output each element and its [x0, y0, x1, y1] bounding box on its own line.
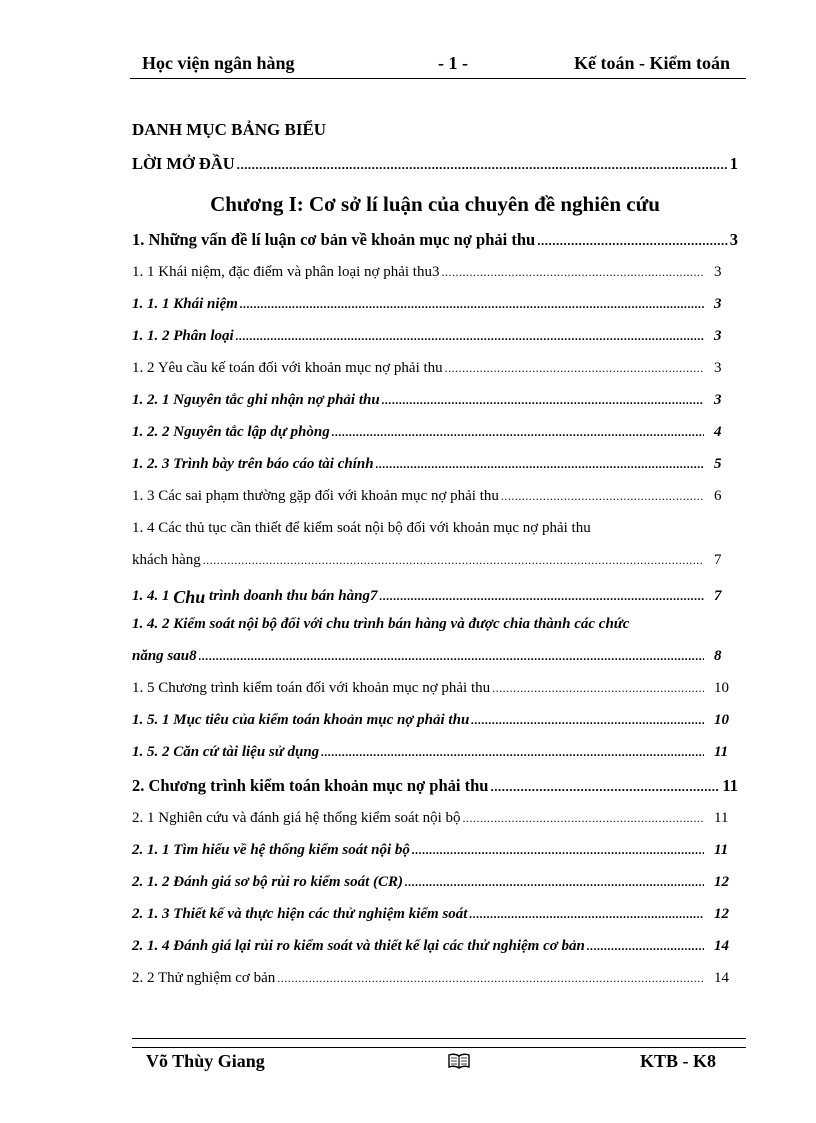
toc-leader-dots	[277, 971, 704, 986]
toc-leader-dots	[405, 875, 704, 890]
toc-leader-dots	[492, 681, 704, 696]
toc-entry-page: 3	[714, 296, 722, 312]
toc-entry[interactable]	[132, 810, 738, 827]
toc-entry[interactable]	[132, 938, 738, 955]
toc-entry-page: 3	[714, 328, 722, 344]
toc-leader-dots	[471, 713, 704, 728]
toc-entry-page: 4	[714, 424, 722, 440]
toc-entry-rest: trình doanh thu bán hàng7	[205, 588, 378, 604]
toc-title: DANH MỤC BẢNG BIỂU	[132, 120, 327, 139]
toc-entry-label: 1. 1. 1 Khái niệm	[132, 296, 238, 312]
toc-entry-page: 7	[714, 588, 722, 604]
toc-entry-label: 1. 2. 3 Trình bày trên báo cáo tài chính	[132, 456, 374, 472]
toc-entry-label: 1. 1 Khái niệm, đặc điểm và phân loại nợ phải thu3	[132, 264, 440, 280]
toc-leader-dots	[236, 329, 704, 344]
footer-rule	[132, 1038, 746, 1048]
toc-entry-label: năng sau8	[132, 648, 197, 664]
toc-entry-first-line[interactable]	[132, 616, 738, 633]
toc-entry[interactable]	[132, 360, 738, 377]
toc-entry-label: khách hàng	[132, 552, 201, 568]
toc-entry[interactable]	[132, 842, 738, 859]
toc-leader-dots	[490, 779, 720, 795]
toc-entry[interactable]	[132, 230, 738, 250]
toc-entry-page: 3	[729, 230, 738, 249]
toc-entry-page: 12	[714, 906, 729, 922]
toc-entry-label: 1. 3 Các sai phạm thường gặp đối với khoản mục nợ phải thu	[132, 488, 499, 504]
toc-leader-dots	[587, 939, 704, 954]
toc-entry[interactable]	[132, 456, 738, 473]
toc-leader-dots	[537, 233, 728, 249]
toc-leader-dots	[237, 157, 728, 173]
toc-entry-big-word: Chu	[173, 587, 206, 607]
toc-leader-dots	[501, 489, 704, 504]
toc-leader-dots	[240, 297, 704, 312]
toc-entry-label	[132, 584, 377, 605]
toc-entry[interactable]	[132, 776, 738, 796]
toc-leader-dots	[462, 811, 704, 826]
toc-entry[interactable]	[132, 744, 738, 761]
toc-entry-page: 8	[714, 648, 722, 664]
toc-entry-label: LỜI MỞ ĐẦU	[132, 154, 235, 173]
toc-leader-dots	[321, 745, 704, 760]
toc-entry-page: 12	[714, 874, 729, 890]
toc-entry-label: 2. 1 Nghiên cứu và đánh giá hệ thống kiểm soát nội bộ	[132, 810, 461, 826]
header-institution: Học viện ngân hàng	[142, 53, 295, 73]
toc-entry-page: 3	[714, 392, 722, 408]
header-department: Kế toán - Kiểm toán	[574, 53, 730, 73]
header-page-number: - 1 -	[438, 53, 468, 73]
toc-leader-dots	[412, 843, 704, 858]
toc-entry-page: 11	[722, 776, 738, 795]
toc-entry[interactable]	[132, 970, 738, 987]
toc-entry-page: 3	[714, 360, 722, 376]
toc-leader-dots	[199, 649, 704, 664]
toc-entry-page: 1	[729, 154, 738, 173]
toc-entry-page: 7	[714, 552, 722, 568]
toc-entry[interactable]	[132, 874, 738, 891]
toc-leader-dots	[203, 553, 704, 568]
toc-entry-page: 14	[714, 938, 729, 954]
toc-entry-continuation[interactable]	[132, 552, 738, 569]
toc-entry-label: 1. 2. 1 Nguyên tắc ghi nhận nợ phải thu	[132, 392, 380, 408]
toc-entry-first-line[interactable]	[132, 520, 738, 537]
chapter-title: Chương I: Cơ sở lí luận của chuyên đề nghiên cứu	[210, 192, 660, 216]
toc-entry-label: 1. 1. 2 Phân loại	[132, 328, 234, 344]
toc-leader-dots	[469, 907, 704, 922]
toc-entry-label: 1. 5. 1 Mục tiêu của kiểm toán khoản mục nợ phải thu	[132, 712, 470, 728]
toc-entry-label: 1. 4 Các thủ tục cần thiết để kiểm soát nội bộ đối với khoản mục nợ phải thu	[132, 520, 591, 536]
toc-entry-page: 14	[714, 970, 729, 986]
toc-entry-page: 11	[714, 744, 729, 760]
toc-entry-intro[interactable]	[132, 154, 738, 174]
toc-entry[interactable]	[132, 584, 738, 605]
toc-entry-label: 2. 1. 3 Thiết kế và thực hiện các thử nghiệm kiểm soát	[132, 906, 468, 922]
toc-entry[interactable]	[132, 424, 738, 441]
toc-entry-label: 1. 4. 2 Kiểm soát nội bộ đối với chu trình bán hàng và được chia thành các chức	[132, 616, 630, 632]
toc-entry-label: 1. 2 Yêu cầu kế toán đối với khoản mục nợ phải thu	[132, 360, 443, 376]
book-icon	[448, 1053, 470, 1069]
toc-entry-page: 5	[714, 456, 722, 472]
toc-entry-label: 1. Những vấn đề lí luận cơ bản về khoản mục nợ phải thu	[132, 230, 536, 249]
toc-entry[interactable]	[132, 488, 738, 505]
page-header	[130, 52, 746, 79]
toc-leader-dots	[445, 361, 704, 376]
toc-entry[interactable]	[132, 328, 738, 345]
toc-entry-page: 10	[714, 712, 729, 728]
toc-entry[interactable]	[132, 264, 738, 281]
toc-entry-number: 1. 4. 1	[132, 588, 174, 604]
toc-entry-page: 10	[714, 680, 729, 696]
toc-entry-label: 1. 5. 2 Căn cứ tài liệu sử dụng	[132, 744, 320, 760]
toc-entry-label: 2. Chương trình kiểm toán khoản mục nợ phải thu	[132, 776, 489, 795]
toc-entry-label: 1. 2. 2 Nguyên tắc lập dự phòng	[132, 424, 330, 440]
toc-leader-dots	[382, 393, 704, 408]
toc-leader-dots	[379, 589, 704, 604]
toc-leader-dots	[376, 457, 704, 472]
toc-entry[interactable]	[132, 680, 738, 697]
footer-class-code: KTB - K8	[640, 1051, 717, 1071]
toc-entry-label: 2. 1. 2 Đánh giá sơ bộ rủi ro kiểm soát (CR)	[132, 874, 404, 890]
toc-entry-continuation[interactable]	[132, 648, 738, 665]
toc-entry[interactable]	[132, 712, 738, 729]
toc-entry-label: 1. 5 Chương trình kiểm toán đối với khoản mục nợ phải thu	[132, 680, 491, 696]
toc-entry[interactable]	[132, 906, 738, 923]
toc-entry[interactable]	[132, 392, 738, 409]
toc-entry-label: 2. 2 Thử nghiệm cơ bản	[132, 970, 276, 986]
toc-entry-label: 2. 1. 1 Tìm hiểu về hệ thống kiểm soát nội bộ	[132, 842, 410, 858]
toc-leader-dots	[441, 265, 704, 280]
toc-entry-page: 6	[714, 488, 722, 504]
toc-entry-page: 11	[714, 842, 729, 858]
toc-entry[interactable]	[132, 296, 738, 313]
toc-entry-label: 2. 1. 4 Đánh giá lại rủi ro kiểm soát và thiết kế lại các thử nghiệm cơ bản	[132, 938, 585, 954]
footer-author: Võ Thùy Giang	[146, 1051, 265, 1071]
toc-entry-page: 3	[714, 264, 722, 280]
toc-leader-dots	[332, 425, 704, 440]
toc-entry-page: 11	[714, 810, 729, 826]
